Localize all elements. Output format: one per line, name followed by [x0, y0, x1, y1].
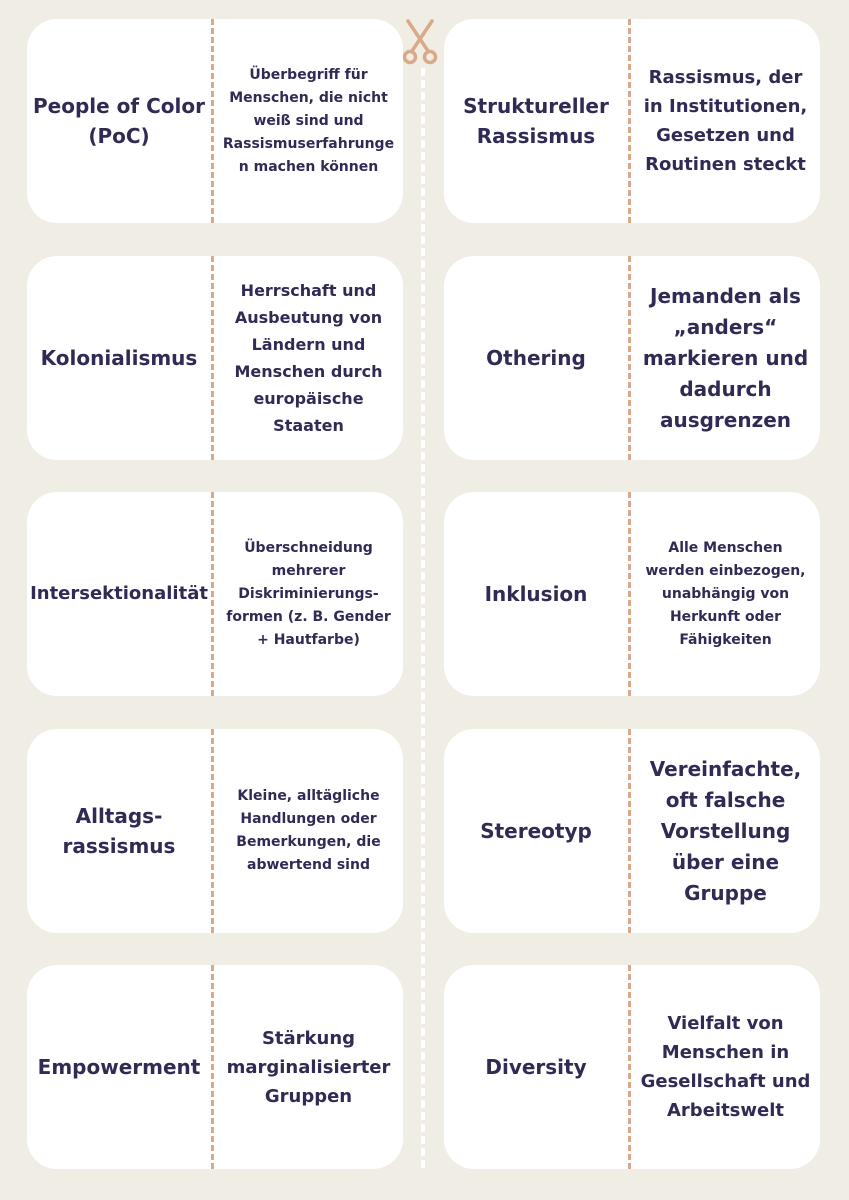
glossary-card	[27, 19, 403, 223]
glossary-card	[444, 256, 820, 460]
glossary-card	[444, 492, 820, 696]
card-term: Stereotyp	[480, 819, 592, 843]
scissors-icon	[402, 18, 438, 66]
card-definition: Rassismus, der in Institutionen, Gesetzen und Routinen steckt	[643, 67, 808, 175]
glossary-card	[27, 965, 403, 1169]
card-definition: Überbegriff für Menschen, die nicht weiß sind und Rassismuserfahrungen machen können	[222, 66, 395, 175]
card-term: Inklusion	[484, 582, 588, 606]
card-term: Othering	[486, 346, 586, 370]
card-term: Intersektionalität	[30, 583, 208, 604]
card-term: People of Color (PoC)	[33, 94, 205, 148]
card-term: Kolonialismus	[40, 346, 198, 370]
glossary-card	[27, 256, 403, 460]
glossary-card	[27, 492, 403, 696]
card-term: Empowerment	[37, 1055, 201, 1079]
glossary-card	[27, 729, 403, 933]
card-definition: Stärkung marginalisierter Gruppen	[226, 1027, 391, 1107]
card-definition: Vereinfachte, oft falsche Vorstellung über eine Gruppe	[649, 756, 802, 905]
glossary-card	[444, 729, 820, 933]
card-term: Struktureller Rassismus	[463, 94, 609, 148]
card-definition: Vielfalt von Menschen in Gesellschaft und Arbeitswelt	[640, 1013, 811, 1121]
card-term: Diversity	[485, 1055, 587, 1079]
card-term: Alltags-rassismus	[62, 804, 176, 858]
card-definition: Überschneidung mehrerer Diskriminierungs-formen (z. B. Gender + Hautfarbe)	[226, 539, 391, 648]
cut-line	[421, 68, 425, 1168]
glossary-card	[444, 965, 820, 1169]
card-definition: Jemanden als „anders“ markieren und dadurch ausgrenzen	[642, 283, 809, 432]
card-definition: Alle Menschen werden einbezogen, unabhängig von Herkunft oder Fähigkeiten	[645, 539, 806, 648]
glossary-card	[444, 19, 820, 223]
card-definition: Kleine, alltägliche Handlungen oder Bemerkungen, die abwertend sind	[236, 788, 381, 873]
card-definition: Herrschaft und Ausbeutung von Ländern und Menschen durch europäische Staaten	[234, 281, 383, 435]
